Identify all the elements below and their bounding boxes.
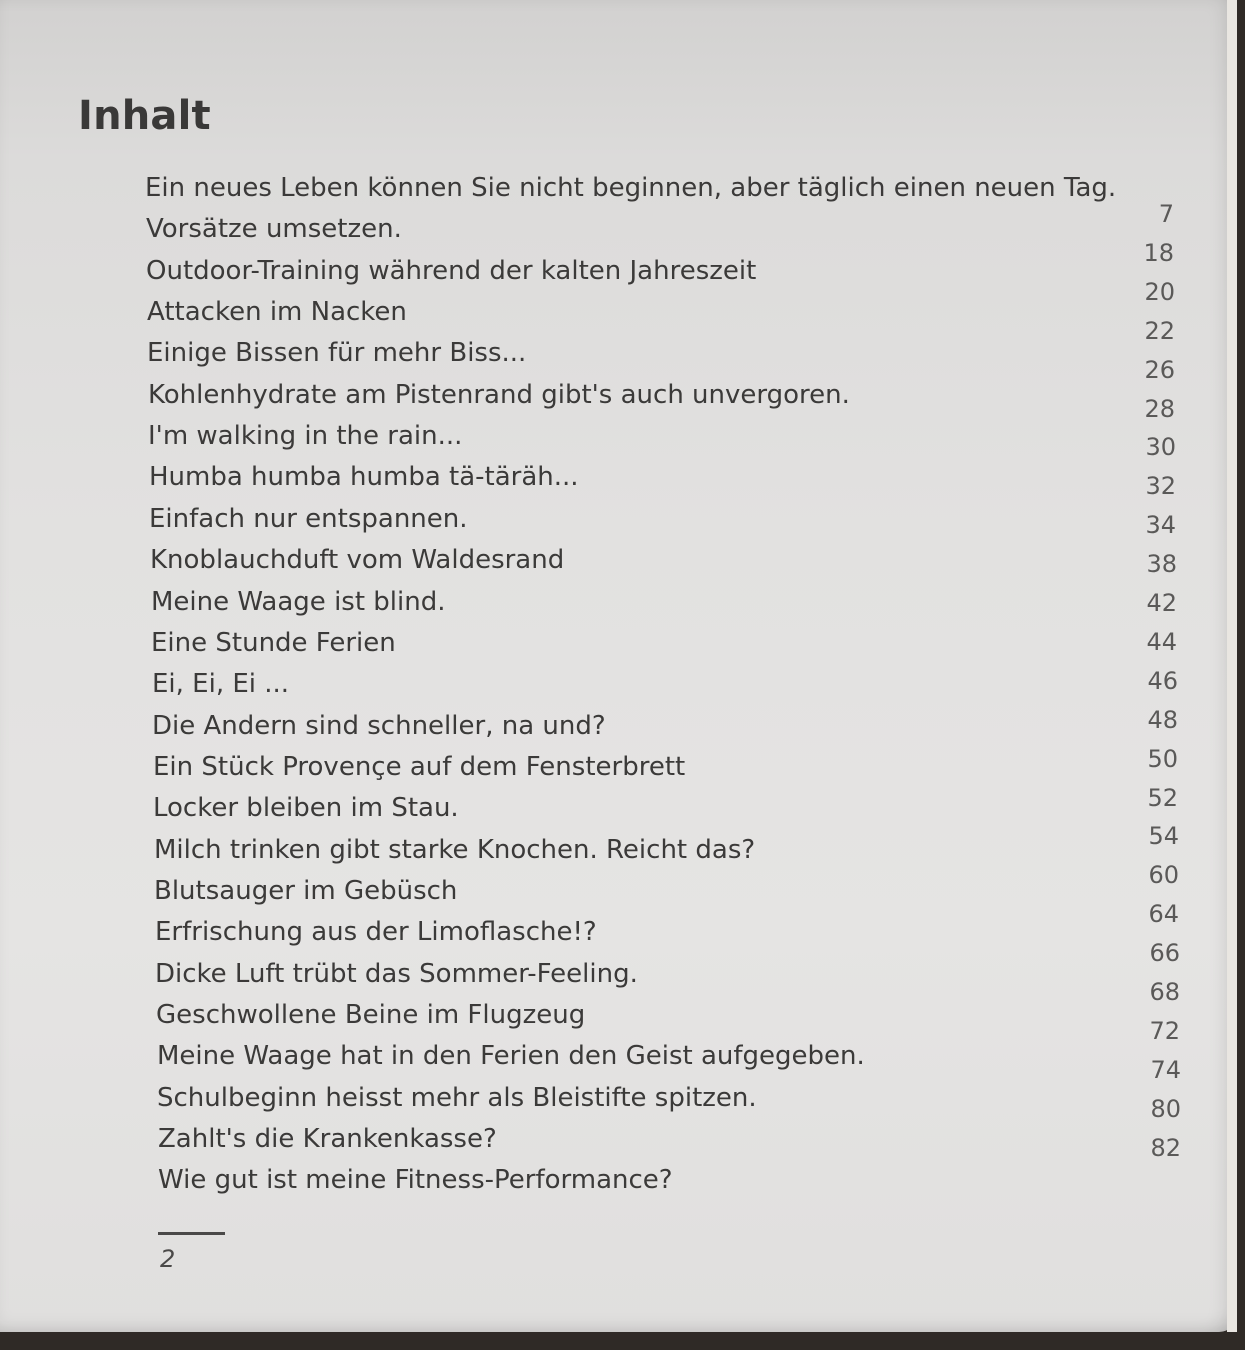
- footer-rule: [158, 1232, 225, 1235]
- toc-entry-title: Die Andern sind schneller, na und?: [152, 711, 606, 741]
- toc-entry-page: 64: [1148, 900, 1179, 928]
- toc-entry-title: Eine Stunde Ferien: [151, 628, 396, 658]
- toc-entry-page: 46: [1147, 667, 1178, 695]
- toc-entry-page: 54: [1148, 822, 1179, 850]
- toc-entry-page: 32: [1145, 472, 1176, 500]
- toc-entry-title: Humba humba humba tä-täräh...: [149, 462, 579, 492]
- toc-entry-title: Zahlt's die Krankenkasse?: [158, 1124, 497, 1154]
- page-edge: [1227, 0, 1237, 1332]
- toc-entry-page: 42: [1146, 589, 1177, 617]
- page-title: Inhalt: [78, 93, 211, 139]
- toc-entry-page: 22: [1144, 317, 1175, 345]
- toc-entry-title: Locker bleiben im Stau.: [153, 793, 459, 823]
- toc-entry-title: Kohlenhydrate am Pistenrand gibt's auch unvergoren.: [148, 380, 850, 410]
- toc-entry-title: Attacken im Nacken: [147, 297, 407, 327]
- toc-entry-title: Einige Bissen für mehr Biss...: [147, 338, 527, 368]
- toc-entry-title: Meine Waage ist blind.: [151, 587, 446, 617]
- toc-entry-title: Ein Stück Provençe auf dem Fensterbrett: [153, 752, 686, 782]
- toc-entry-page: 20: [1144, 278, 1175, 306]
- toc-entry-page: 28: [1144, 395, 1175, 423]
- toc-entry-page: 44: [1146, 628, 1177, 656]
- toc-entry-page: 68: [1149, 978, 1180, 1006]
- toc-entry-page: 72: [1149, 1017, 1180, 1045]
- toc-entry-title: Blutsauger im Gebüsch: [154, 876, 458, 906]
- toc-entry-title: Einfach nur entspannen.: [149, 504, 468, 534]
- toc-entry-title: Ein neues Leben können Sie nicht beginnen, aber täglich einen neuen Tag.: [145, 173, 1117, 203]
- toc-entry-page: 80: [1150, 1095, 1181, 1123]
- page-number: 2: [160, 1245, 176, 1273]
- toc-entry-title: Geschwollene Beine im Flugzeug: [156, 1000, 586, 1030]
- toc-entry-title: Dicke Luft trübt das Sommer-Feeling.: [155, 959, 638, 989]
- toc-entry-page: 30: [1145, 433, 1176, 461]
- toc-entry-title: Milch trinken gibt starke Knochen. Reicht das?: [154, 835, 756, 865]
- toc-entry-title: Knoblauchduft vom Waldesrand: [150, 545, 565, 575]
- toc-entry-page: 38: [1146, 550, 1177, 578]
- toc-entry-page: 26: [1144, 356, 1175, 384]
- toc-entry-page: 50: [1147, 745, 1178, 773]
- toc-entry-page: 66: [1149, 939, 1180, 967]
- toc-entry-title: Wie gut ist meine Fitness-Performance?: [158, 1165, 673, 1195]
- toc-entry-title: Meine Waage hat in den Ferien den Geist aufgegeben.: [157, 1041, 865, 1071]
- toc-entry-page: 48: [1147, 706, 1178, 734]
- toc-entry-page: 7: [1158, 200, 1174, 228]
- toc-entry-page: 82: [1150, 1134, 1181, 1162]
- toc-entry-title: Vorsätze umsetzen.: [146, 214, 402, 244]
- toc-entry-title: Ei, Ei, Ei ...: [152, 669, 290, 699]
- toc-entry-title: Schulbeginn heisst mehr als Bleistifte spitzen.: [157, 1083, 757, 1113]
- toc-entry-title: Erfrischung aus der Limoflasche!?: [155, 917, 597, 947]
- toc-entry-page: 18: [1143, 239, 1174, 267]
- toc-entry-page: 74: [1150, 1056, 1181, 1084]
- toc-entry-page: 52: [1147, 784, 1178, 812]
- toc-entry-title: Outdoor-Training während der kalten Jahreszeit: [146, 256, 757, 286]
- toc-entry-page: 60: [1148, 861, 1179, 889]
- toc-entry-title: I'm walking in the rain...: [148, 421, 463, 451]
- toc-entry-page: 34: [1145, 511, 1176, 539]
